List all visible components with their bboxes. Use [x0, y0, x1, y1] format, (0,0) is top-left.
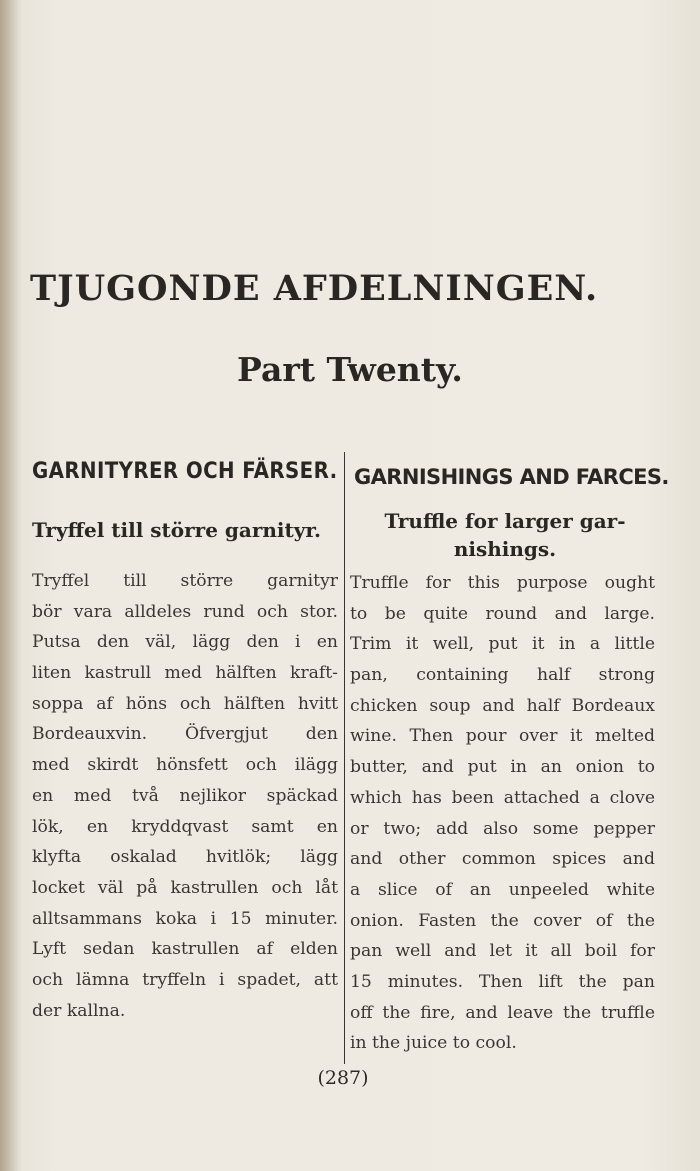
text-line: pan, containing half strong	[350, 665, 655, 686]
text-line: to be quite round and large.	[350, 603, 655, 624]
text-line: butter, and put in an onion to	[350, 757, 655, 778]
text-line: a slice of an unpeeled white	[350, 879, 655, 900]
text-line: alltsammans koka i 15 minuter.	[32, 908, 338, 929]
section-title-english: Part Twenty.	[237, 350, 463, 389]
text-line: off the fire, and leave the truffle	[350, 1002, 655, 1023]
text-line: och lämna tryffeln i spadet, att	[32, 969, 338, 990]
text-line: or two; add also some pepper	[350, 818, 655, 839]
text-line: en med två nejlikor späckad	[32, 785, 338, 806]
page-number: (287)	[317, 1067, 369, 1089]
text-line: wine. Then pour over it melted	[350, 726, 655, 747]
column-divider	[344, 452, 345, 1064]
text-line: which has been attached a clove	[350, 787, 655, 808]
section-title-swedish: TJUGONDE AFDELNINGEN.	[30, 268, 599, 309]
left-recipe-title: Tryffel till större garnityr.	[32, 518, 322, 542]
left-column-heading: GARNITYRER OCH FÄRSER.	[32, 459, 338, 484]
text-line: liten kastrull med hälften kraft-	[32, 663, 338, 684]
english-recipe-text	[350, 568, 655, 1059]
text-line: Putsa den väl, lägg den i en	[32, 632, 338, 653]
text-line: Bordeauxvin. Öfvergjut den	[32, 724, 338, 745]
page-gutter-shadow	[0, 0, 22, 1171]
text-line: Lyft sedan kastrullen af elden	[32, 939, 338, 960]
text-line: med skirdt hönsfett och ilägg	[32, 755, 338, 776]
text-line: Truffle for this purpose ought	[350, 573, 655, 593]
text-line: der kallna.	[32, 1000, 126, 1021]
text-line: Tryffel till större garnityr	[32, 571, 338, 591]
text-line: pan well and let it all boil for	[350, 941, 655, 962]
text-line: klyfta oskalad hvitlök; lägg	[32, 847, 338, 868]
text-line: in the juice to cool.	[350, 1033, 517, 1054]
text-line: 15 minutes. Then lift the pan	[350, 971, 655, 992]
text-line: and other common spices and	[350, 849, 655, 870]
text-line: soppa af höns och hälften hvitt	[32, 693, 338, 714]
right-column-heading: GARNISHINGS AND FARCES.	[354, 465, 669, 489]
text-line: chicken soup and half Bordeaux	[350, 695, 655, 716]
text-line: onion. Fasten the cover of the	[350, 910, 655, 931]
text-line: lök, en kryddqvast samt en	[32, 816, 338, 837]
text-line: locket väl på kastrullen och låt	[32, 877, 338, 898]
right-recipe-title: Truffle for larger gar-nishings.	[384, 509, 626, 561]
swedish-recipe-text	[32, 566, 338, 1026]
text-line: Trim it well, put it in a little	[350, 634, 655, 655]
text-line: bör vara alldeles rund och stor.	[32, 601, 338, 622]
